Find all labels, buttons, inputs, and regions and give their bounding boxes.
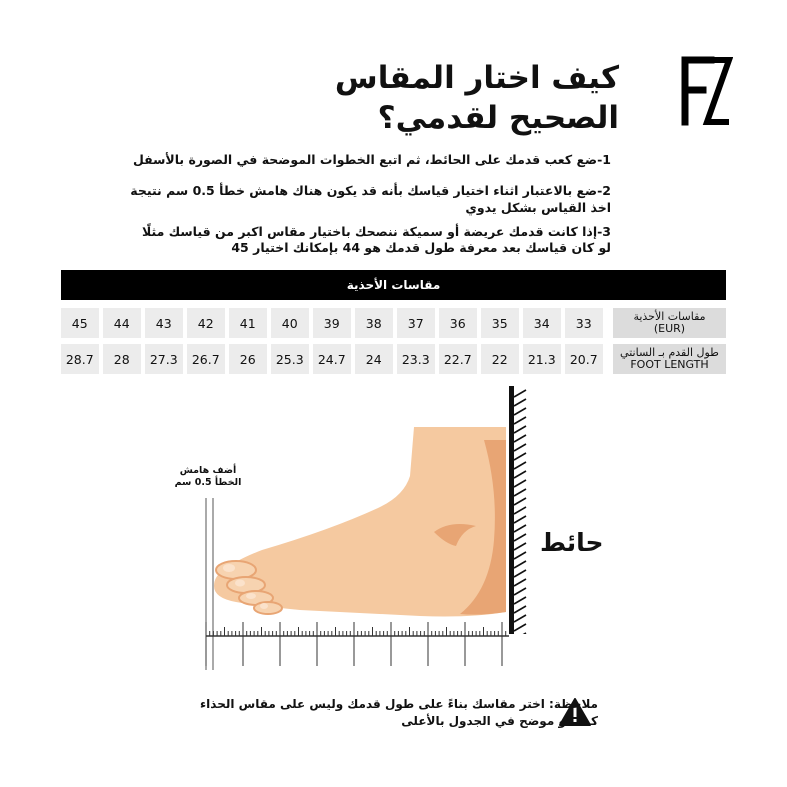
length-cell: 23.3: [397, 344, 435, 374]
wall-hatch-line: [514, 552, 526, 559]
title-line-2: الصحيح لقدمي؟: [377, 100, 619, 136]
title-line-1: كيف اختار المقاس: [334, 60, 619, 96]
length-cell: 26.7: [187, 344, 225, 374]
wall-hatch-line: [514, 426, 526, 433]
wall-label: حائط: [540, 528, 604, 557]
note-line-1: ملاحظة: اختر مقاسك بناءً على طول قدمك وليس على مقاس الحذاء: [200, 697, 598, 711]
length-cell: 28.7: [61, 344, 99, 374]
sizes-row-header: [613, 308, 726, 338]
lengths-row-header: [613, 344, 726, 374]
note: [178, 696, 598, 730]
size-cell: 37: [397, 308, 435, 338]
size-cell: 41: [229, 308, 267, 338]
length-cell: 21.3: [523, 344, 561, 374]
size-cell: 35: [481, 308, 519, 338]
ruler-ticks: [206, 622, 506, 666]
sizes-label-en: (EUR): [653, 322, 686, 335]
wall-hatch-line: [514, 507, 526, 514]
lengths-row: [61, 344, 726, 374]
wall-hatch-line: [514, 471, 526, 478]
lengths-label-en: FOOT LENGTH: [630, 358, 709, 371]
wall-hatch-line: [514, 453, 526, 460]
instruction-3: 3-إذا كانت قدمك عريضة أو سميكة ننصحك باختيار مقاس اكبر من قياسك مثلًا: [142, 224, 611, 239]
size-cell: 43: [145, 308, 183, 338]
fz-logo-icon: [681, 56, 733, 126]
wall-hatch-line: [514, 516, 526, 523]
wall-hatch-line: [514, 408, 526, 415]
size-cell: 39: [313, 308, 351, 338]
size-cell: 40: [271, 308, 309, 338]
lengths-label-ar: طول القدم بـ السانتي: [620, 346, 719, 359]
margin-label-line-2: الخطأ 0.5 سم: [174, 477, 242, 488]
size-cell: 44: [103, 308, 141, 338]
note-line-2: كما هو موضح في الجدول بالأعلى: [401, 714, 598, 728]
wall-hatch-line: [514, 435, 526, 442]
length-cell: 22: [481, 344, 519, 374]
margin-label: [168, 465, 248, 489]
size-cell: 38: [355, 308, 393, 338]
instruction-2: 2-ضع بالاعتبار اثناء اختيار قياسك بأنه قد يكون هناك هامش خطأ 0.5 سم نتيجة: [130, 183, 611, 198]
wall-hatch-line: [514, 597, 526, 604]
foot-diagram: [0, 380, 787, 680]
instruction-2-cont: اخذ القياس بشكل يدوي: [465, 200, 611, 215]
instruction-1: 1-ضع كعب قدمك على الحائط، ثم اتبع الخطوات الموضحة في الصورة بالأسفل: [132, 152, 611, 167]
size-cell: 36: [439, 308, 477, 338]
wall-hatch-line: [514, 561, 526, 568]
instruction-3-cont: لو كان قياسك بعد معرفة طول قدمك هو 44 بإمكانك اختيار 45: [231, 240, 611, 255]
sizes-label-ar: مقاسات الأحذية: [633, 310, 706, 323]
wall-hatch-line: [514, 543, 526, 550]
wall-hatch-line: [514, 615, 526, 622]
length-cell: 26: [229, 344, 267, 374]
wall-hatch-line: [514, 390, 526, 397]
wall-hatch-line: [514, 606, 526, 613]
wall-hatch-line: [514, 489, 526, 496]
wall-hatch-line: [514, 480, 526, 487]
wall-hatch-line: [514, 462, 526, 469]
size-cell: 45: [61, 308, 99, 338]
length-cell: 20.7: [565, 344, 603, 374]
wall-hatch-line: [514, 588, 526, 595]
size-cell: 42: [187, 308, 225, 338]
wall-hatch-line: [514, 417, 526, 424]
wall-hatch-line: [514, 633, 526, 634]
wall-hatch-line: [514, 399, 526, 406]
wall-hatch-line: [514, 444, 526, 451]
wall-hatch-line: [514, 579, 526, 586]
wall-hatch-line: [514, 498, 526, 505]
page-title: [259, 58, 619, 138]
length-cell: 28: [103, 344, 141, 374]
size-cell: 33: [565, 308, 603, 338]
length-cell: 24: [355, 344, 393, 374]
length-cell: 25.3: [271, 344, 309, 374]
wall-hatch-line: [514, 534, 526, 541]
wall-hatch-line: [514, 570, 526, 577]
length-cell: 27.3: [145, 344, 183, 374]
wall-icon: [509, 386, 531, 634]
length-cell: 22.7: [439, 344, 477, 374]
wall-hatch-line: [514, 525, 526, 532]
length-cell: 24.7: [313, 344, 351, 374]
table-heading: مقاسات الأحذية: [61, 270, 726, 300]
sizes-row: [61, 308, 726, 338]
size-cell: 34: [523, 308, 561, 338]
margin-label-line-1: أضف هامش: [179, 465, 237, 476]
wall-hatch-line: [514, 624, 526, 631]
